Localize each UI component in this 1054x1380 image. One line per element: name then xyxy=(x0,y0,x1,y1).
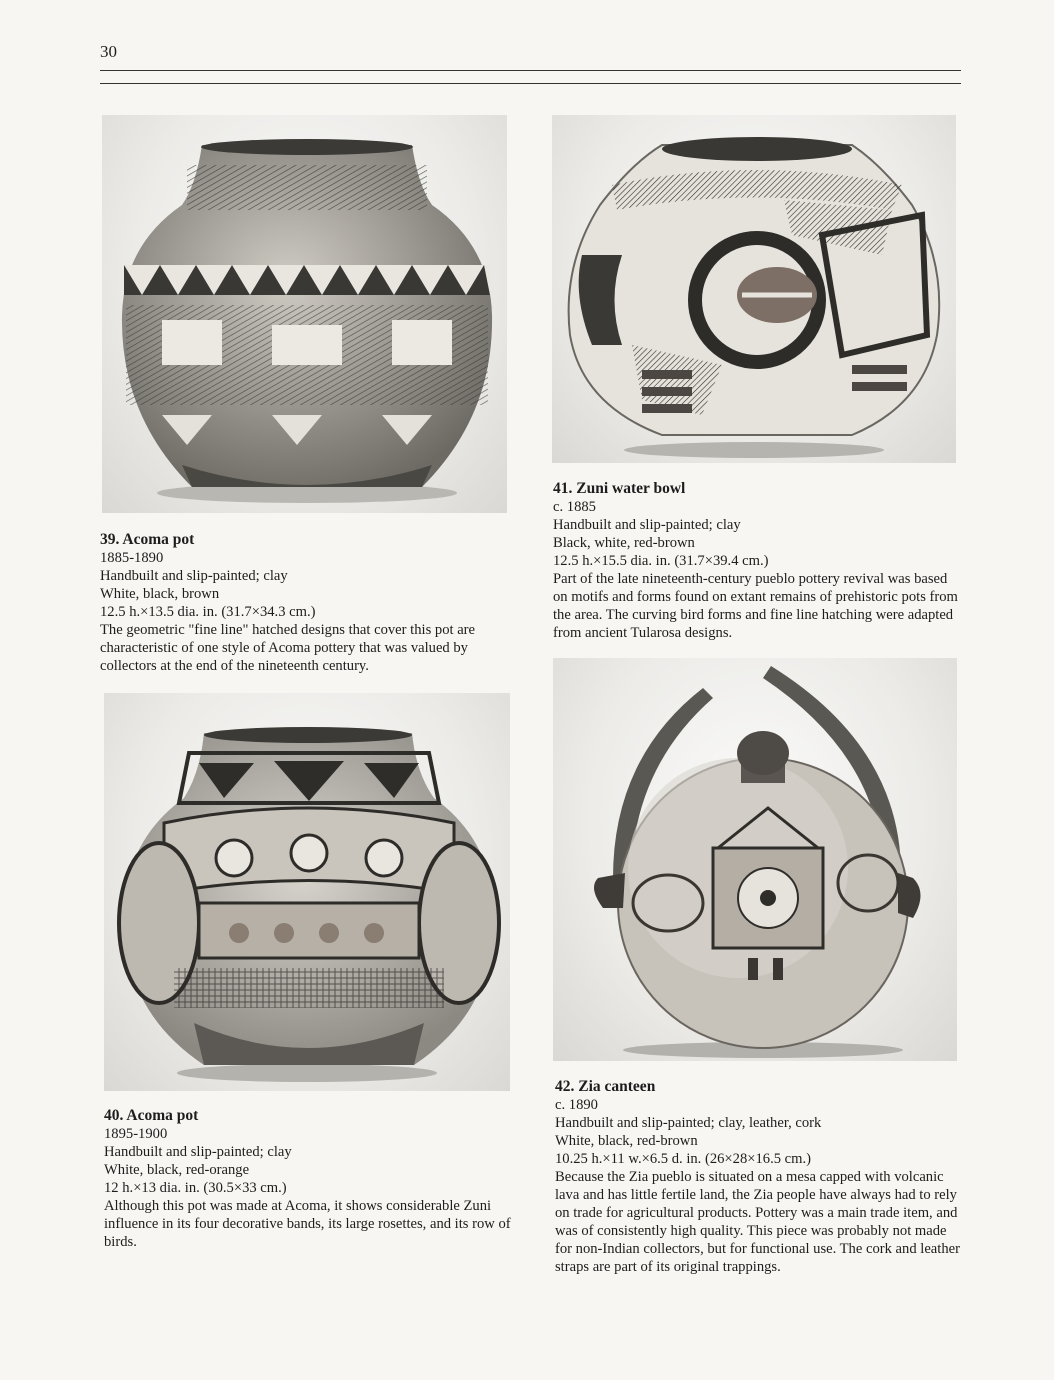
caption-date: c. 1890 xyxy=(555,1097,598,1113)
photo-acoma-pot-39 xyxy=(102,115,507,513)
caption-acoma-pot-40 xyxy=(104,1107,514,1251)
header-rule-bottom xyxy=(100,83,961,84)
caption-dimensions: 12.5 h.×13.5 dia. in. (31.7×34.3 cm.) xyxy=(100,604,316,620)
caption-title: 41. Zuni water bowl xyxy=(553,480,686,497)
page-number: 30 xyxy=(100,42,117,61)
caption-colors: White, black, red-brown xyxy=(555,1133,698,1149)
zia-canteen-42-illustration xyxy=(553,658,957,1061)
photo-zuni-water-bowl-41 xyxy=(552,115,956,463)
caption-description: Because the Zia pueblo is situated on a mesa capped with volcanic lava and has little fertile land, the Zia people have always had to rely on trade for agricultural products. Pottery was a main trade item, and was of consistently high quality. This piece was probably not made for non-Indian collectors, but for functional use. The cork and leather straps are part of its original trappings. xyxy=(555,1169,960,1275)
caption-acoma-pot-39 xyxy=(100,531,510,675)
caption-dimensions: 12.5 h.×15.5 dia. in. (31.7×39.4 cm.) xyxy=(553,553,769,569)
photo-zia-canteen-42 xyxy=(553,658,957,1061)
header-rule-top xyxy=(100,70,961,71)
caption-title: 42. Zia canteen xyxy=(555,1078,656,1095)
caption-technique: Handbuilt and slip-painted; clay xyxy=(104,1144,292,1160)
caption-colors: White, black, brown xyxy=(100,586,220,602)
caption-date: 1895-1900 xyxy=(104,1126,168,1142)
caption-technique: Handbuilt and slip-painted; clay, leather, cork xyxy=(555,1115,822,1131)
caption-date: c. 1885 xyxy=(553,499,596,515)
caption-description: Although this pot was made at Acoma, it shows considerable Zuni influence in its four decorative bands, its large rosettes, and its row of birds. xyxy=(104,1198,511,1250)
caption-description: Part of the late nineteenth-century pueblo pottery revival was based on motifs and forms found on extant remains of prehistoric pots from the area. The curving bird forms and fine line hatching were adapted from ancient Tularosa designs. xyxy=(553,571,958,641)
caption-technique: Handbuilt and slip-painted; clay xyxy=(100,568,288,584)
photo-acoma-pot-40 xyxy=(104,693,510,1091)
caption-title: 40. Acoma pot xyxy=(104,1107,199,1124)
caption-date: 1885-1890 xyxy=(100,550,164,566)
caption-dimensions: 12 h.×13 dia. in. (30.5×33 cm.) xyxy=(104,1180,287,1196)
caption-description: The geometric "fine line" hatched designs that cover this pot are characteristic of one style of Acoma pottery that was valued by collectors at the end of the nineteenth century. xyxy=(100,622,476,674)
caption-zia-canteen-42 xyxy=(555,1078,960,1276)
caption-title: 39. Acoma pot xyxy=(100,531,195,548)
zuni-bowl-41-illustration xyxy=(552,115,956,463)
caption-zuni-water-bowl-41 xyxy=(553,480,958,642)
caption-dimensions: 10.25 h.×11 w.×6.5 d. in. (26×28×16.5 cm.) xyxy=(555,1151,811,1167)
caption-technique: Handbuilt and slip-painted; clay xyxy=(553,517,741,533)
acoma-pot-39-illustration xyxy=(102,115,507,513)
caption-colors: White, black, red-orange xyxy=(104,1162,250,1178)
caption-colors: Black, white, red-brown xyxy=(553,535,695,551)
acoma-pot-40-illustration xyxy=(104,693,510,1091)
